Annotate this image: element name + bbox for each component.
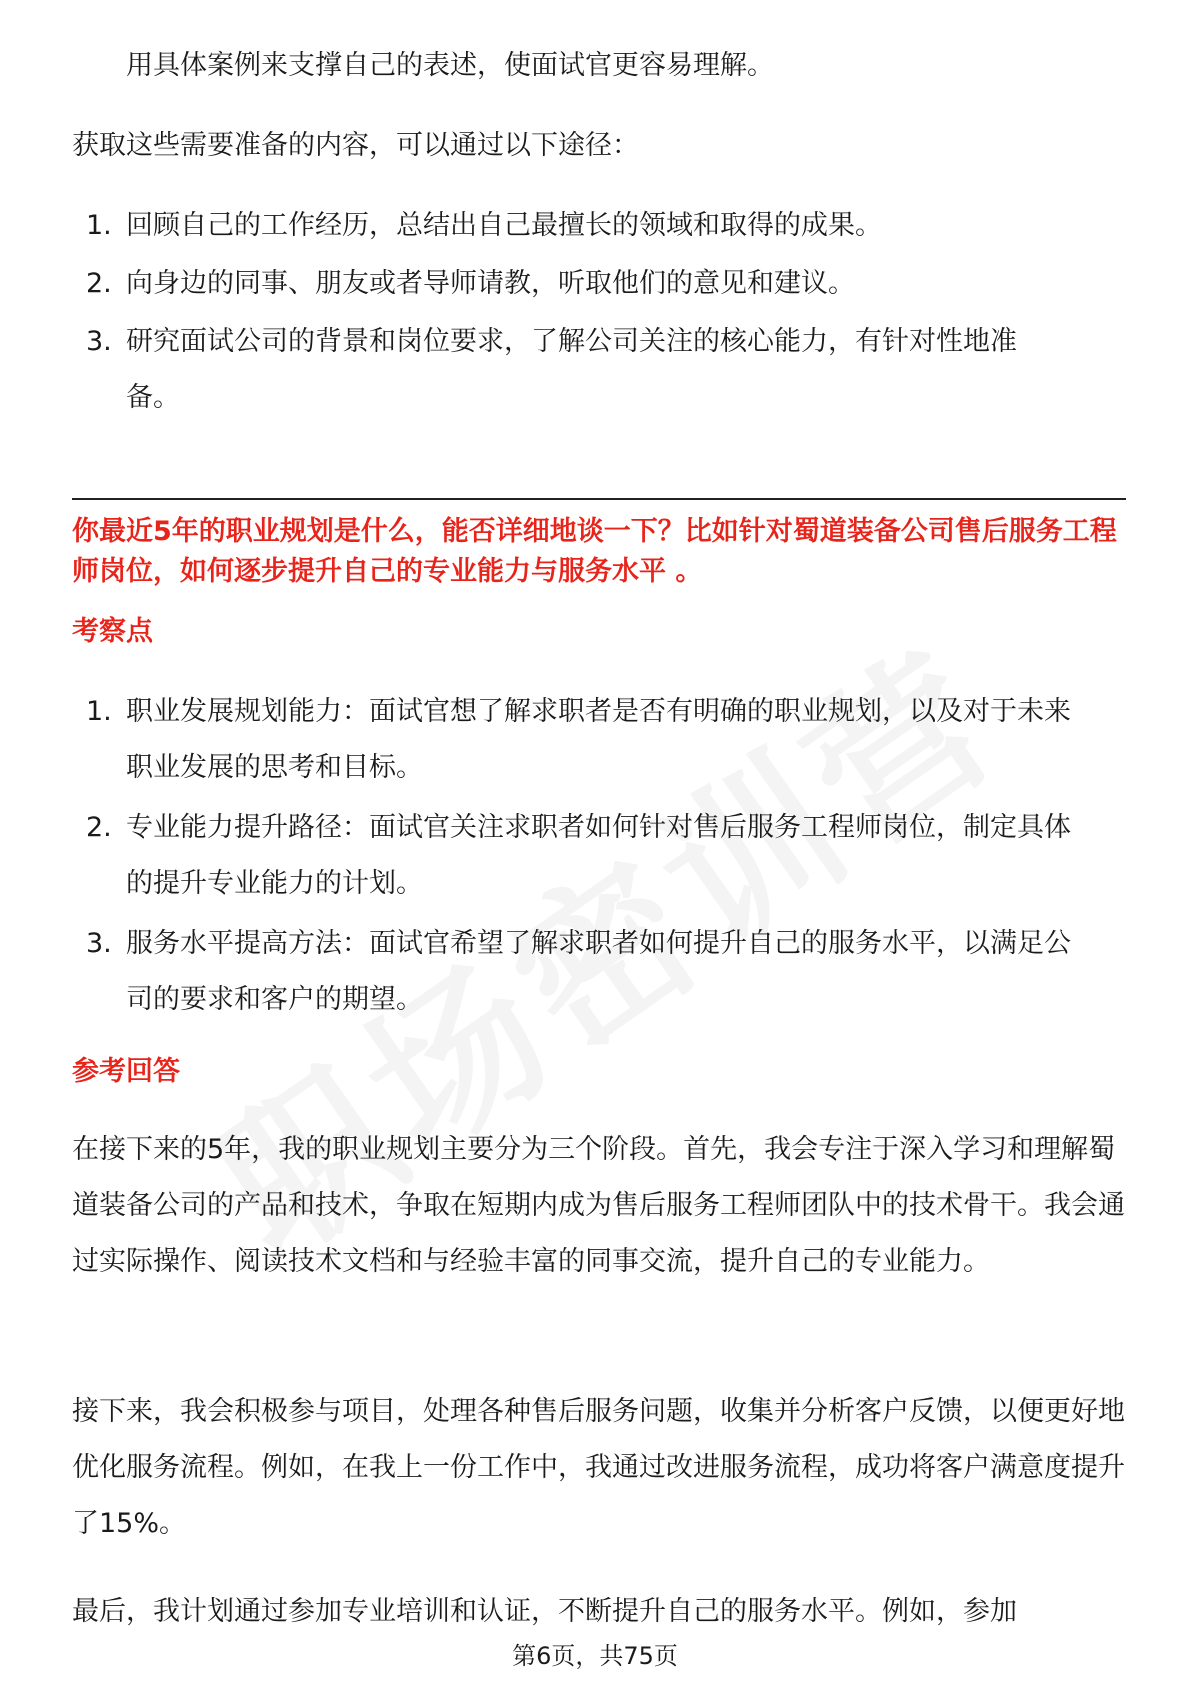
list-text: 研究面试公司的背景和岗位要求，了解公司关注的核心能力，有针对性地准备。 <box>126 326 1017 413</box>
section-divider <box>72 498 1126 500</box>
page-footer: 第6页，共75页 <box>512 1642 678 1670</box>
list-item <box>72 684 1132 796</box>
list-text: 职业发展规划能力：面试官想了解求职者是否有明确的职业规划，以及对于未来职业发展的思考和目标。 <box>126 696 1071 783</box>
question-heading: 你最近5年的职业规划是什么，能否详细地谈一下？比如针对蜀道装备公司售后服务工程师岗位，如何逐步提升自己的专业能力与服务水平 。 <box>72 516 1117 587</box>
list-number: 1. <box>86 696 112 727</box>
answer-title: 参考回答 <box>72 1056 180 1087</box>
list-item <box>72 800 1132 912</box>
list-text: 回顾自己的工作经历，总结出自己最擅长的领域和取得的成果。 <box>126 210 882 241</box>
list-number: 3. <box>86 326 112 357</box>
list-item <box>72 198 1132 254</box>
answer-paragraph: 最后，我计划通过参加专业培训和认证，不断提升自己的服务水平。例如，参加 <box>72 1596 1017 1627</box>
list-number: 2. <box>86 268 112 299</box>
answer-paragraph: 在接下来的5年，我的职业规划主要分为三个阶段。首先，我会专注于深入学习和理解蜀道装备公司的产品和技术，争取在短期内成为售后服务工程师团队中的技术骨干。我会通过实际操作、阅读技术文档和与经验丰富的同事交流，提升自己的专业能力。 <box>72 1134 1125 1277</box>
list-number: 3. <box>86 928 112 959</box>
ways-intro: 获取这些需要准备的内容，可以通过以下途径： <box>72 130 639 161</box>
list-item <box>72 314 1132 426</box>
ways-list <box>72 198 1132 426</box>
list-text: 向身边的同事、朋友或者导师请教，听取他们的意见和建议。 <box>126 268 855 299</box>
list-number: 1. <box>86 210 112 241</box>
list-text: 专业能力提升路径：面试官关注求职者如何针对售后服务工程师岗位，制定具体的提升专业能力的计划。 <box>126 812 1071 899</box>
focus-title: 考察点 <box>72 616 153 647</box>
list-text: 服务水平提高方法：面试官希望了解求职者如何提升自己的服务水平，以满足公司的要求和客户的期望。 <box>126 928 1071 1015</box>
list-item <box>72 256 1132 312</box>
list-number: 2. <box>86 812 112 843</box>
focus-list <box>72 684 1132 1028</box>
intro-line: 用具体案例来支撑自己的表述，使面试官更容易理解。 <box>126 50 774 81</box>
answer-paragraph: 接下来，我会积极参与项目，处理各种售后服务问题，收集并分析客户反馈，以便更好地优化服务流程。例如，在我上一份工作中，我通过改进服务流程，成功将客户满意度提升了15%。 <box>72 1396 1125 1539</box>
list-item <box>72 916 1132 1028</box>
